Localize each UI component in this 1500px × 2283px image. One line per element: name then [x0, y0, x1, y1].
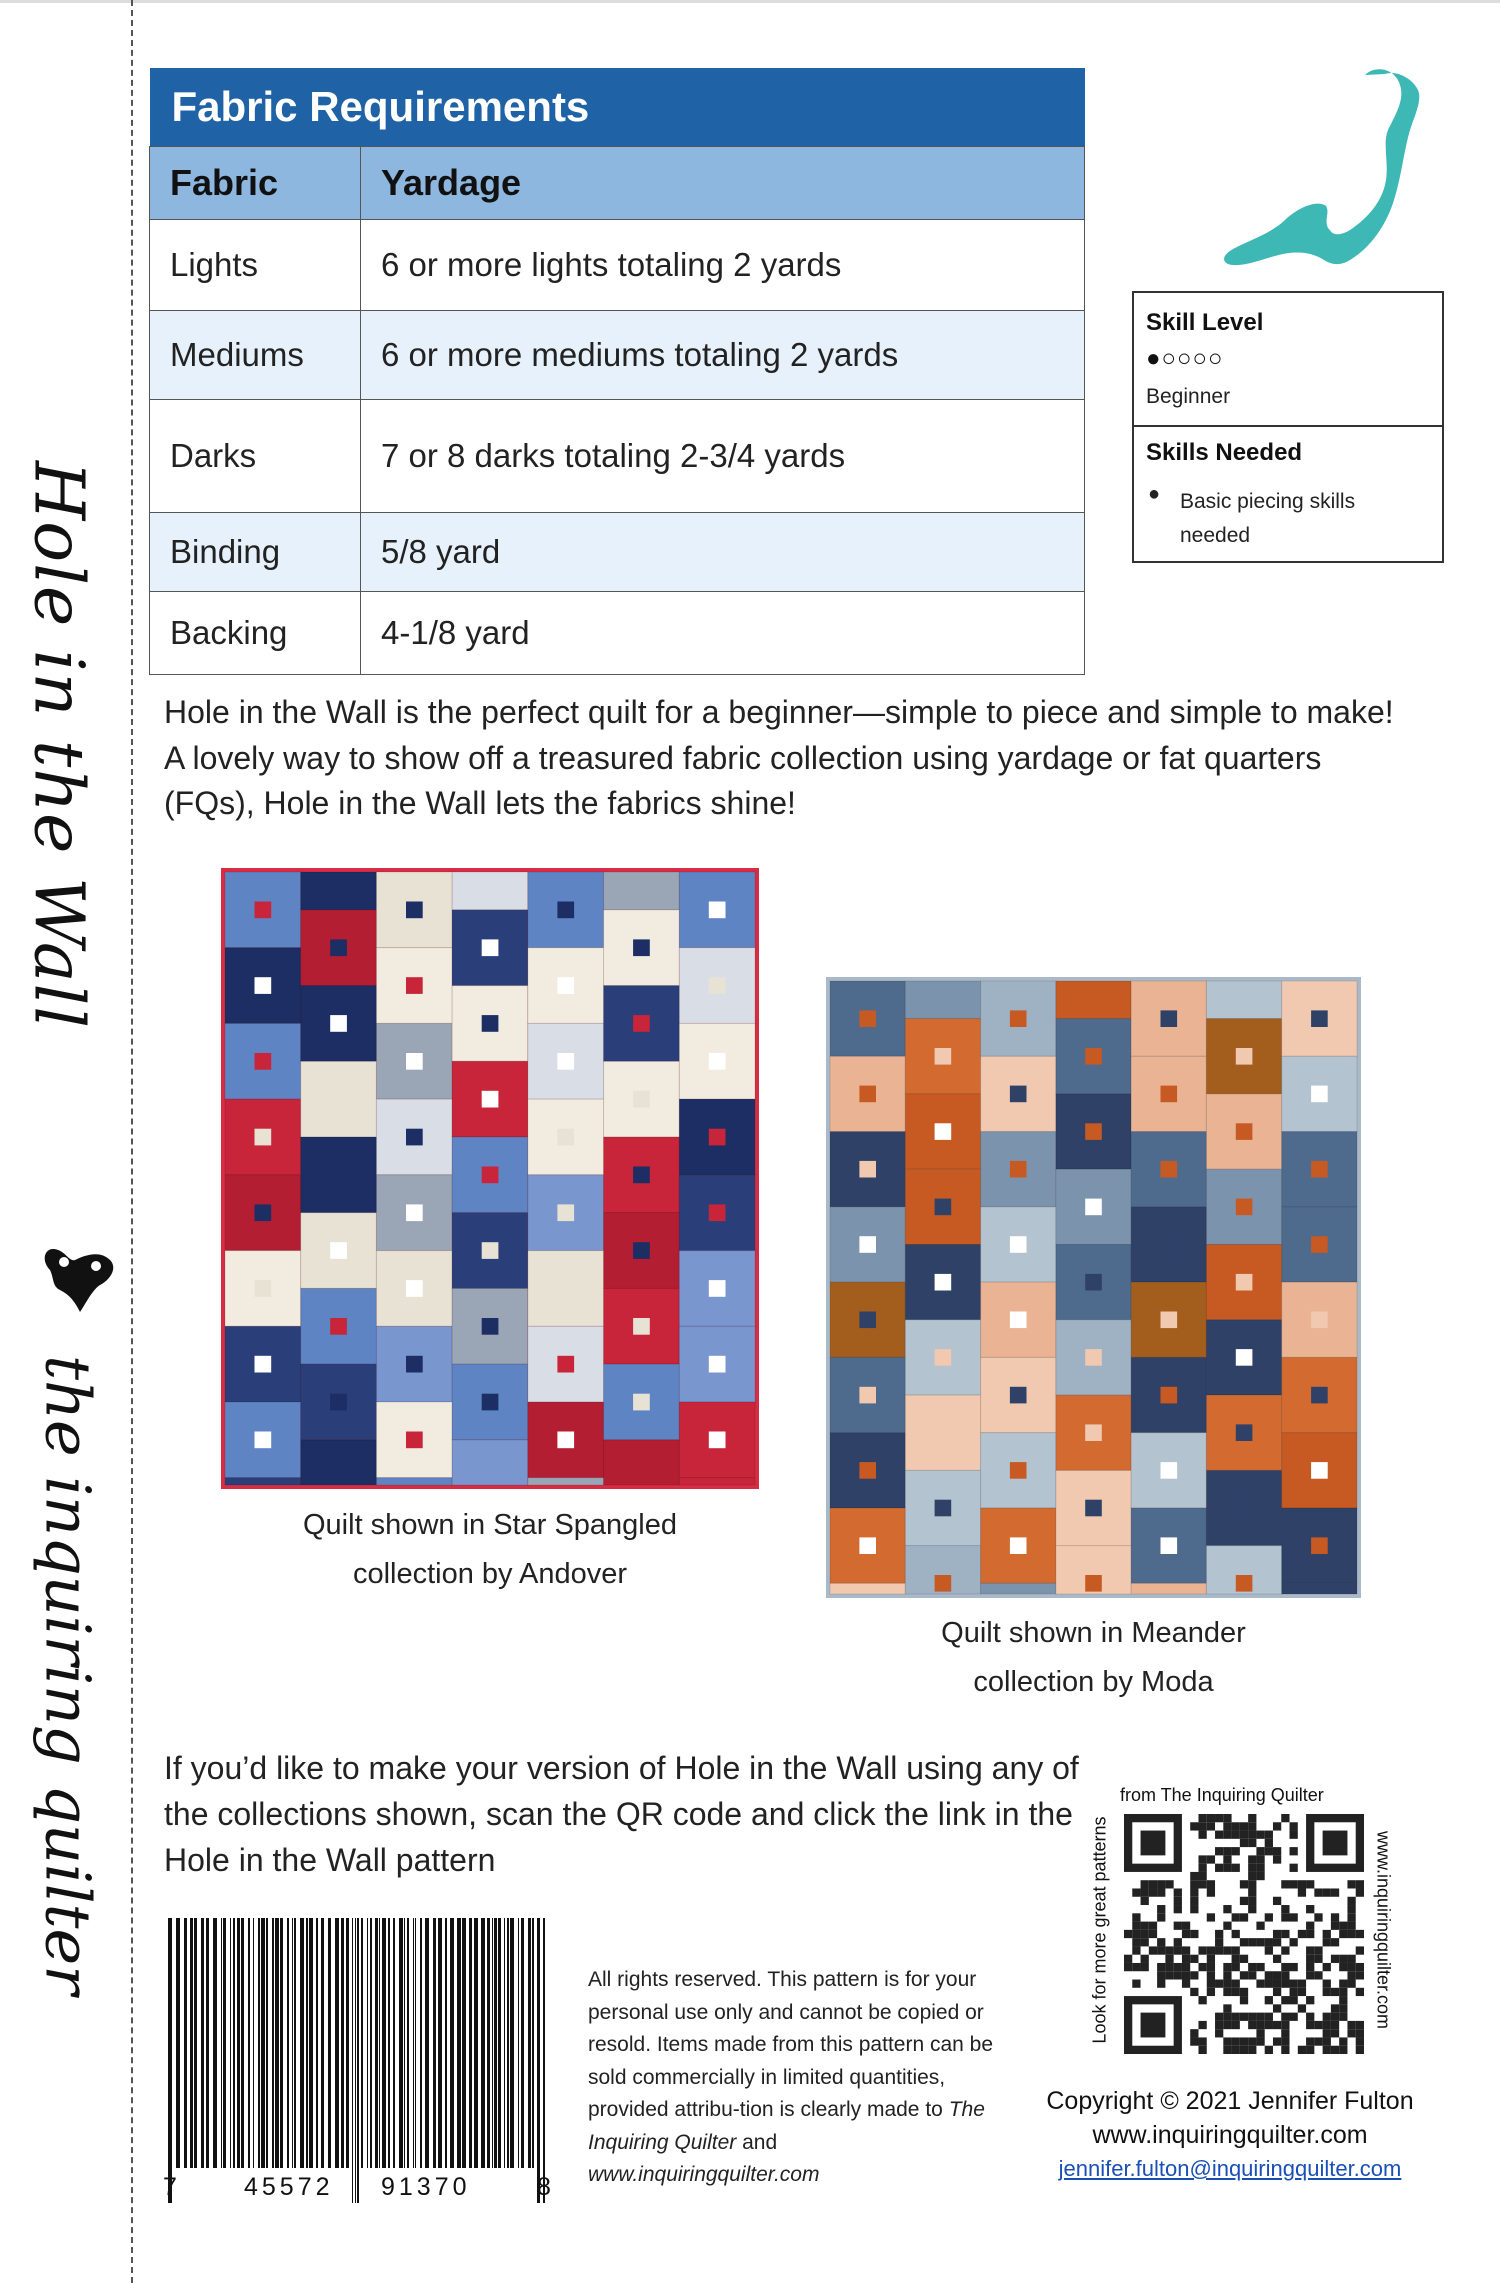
quilt-block-center [482, 1167, 499, 1184]
barcode-bar [294, 1918, 296, 2168]
quilt-block-center [255, 1280, 272, 1297]
bullet-icon: ● [1148, 483, 1161, 505]
quilt-block-center [482, 1318, 499, 1335]
quilt-block-center [1311, 1462, 1328, 1479]
header-fabric: Fabric [150, 147, 361, 220]
barcode-bar [413, 1918, 414, 2168]
barcode-bar [316, 1918, 318, 2168]
spine-brand: the inquiring quilter [31, 1355, 104, 1995]
barcode-bar [462, 1918, 466, 2168]
quilt-block [981, 1583, 1056, 1594]
barcode-bar [438, 1918, 442, 2168]
quilt-block-center [1236, 1349, 1253, 1366]
barcode-bar [357, 1918, 359, 2203]
quilt-block-center [330, 1091, 347, 1108]
table-row [150, 220, 1085, 311]
cat-logo-icon [30, 1240, 130, 1320]
barcode-bar [498, 1918, 501, 2168]
quilt-block-center [1161, 1312, 1178, 1329]
barcode-bar [176, 1918, 180, 2168]
quilt-image-meander [826, 977, 1361, 1598]
barcode-bar [492, 1918, 493, 2168]
quilt-block-center [557, 1053, 574, 1070]
barcode-bar [352, 1918, 353, 2203]
fabric-requirements-table [149, 68, 1085, 675]
barcode-bar [532, 1918, 534, 2168]
quilt2-caption-line1: Quilt shown in Meander [941, 1617, 1246, 1649]
skill-level-value: Beginner [1146, 385, 1231, 408]
quilt-block-center [709, 1432, 726, 1449]
quilt-block-center [1311, 1161, 1328, 1178]
quilt-block-center [482, 1015, 499, 1032]
quilt-block-center [1311, 1236, 1328, 1253]
barcode-bar [300, 1918, 304, 2168]
barcode-bar [393, 1918, 395, 2168]
barcode-bar [469, 1918, 472, 2168]
quilt-block-center [1085, 1274, 1102, 1291]
fabric-cell: Binding [150, 513, 361, 592]
barcode-bar [275, 1918, 279, 2168]
qr-call-to-action: If you’d like to make your version of Hole in the Wall using any of the collections shown, scan the QR code and click the link in the Hole in the Wall pattern [164, 1750, 1079, 1878]
quilt2-caption-line2: collection by Moda [973, 1666, 1214, 1698]
quilt-block-center [1311, 1086, 1328, 1103]
table-row [150, 592, 1085, 675]
quilt1-caption-line1: Quilt shown in Star Spangled [303, 1509, 677, 1541]
barcode-bar [361, 1918, 363, 2168]
quilt-block-center [859, 1086, 876, 1103]
skills-needed-item: Basic piecing skills needed [1180, 490, 1356, 547]
quilt-block-center [633, 1242, 650, 1259]
quilt-block-center [1085, 1199, 1102, 1216]
barcode-bar [382, 1918, 386, 2168]
skill-level-section [1134, 293, 1442, 427]
barcode-bar [272, 1918, 274, 2168]
barcode-bar [253, 1918, 254, 2168]
quilt-block-center [859, 1010, 876, 1027]
quilt-block-center [330, 1394, 347, 1411]
barcode-bar [335, 1918, 339, 2168]
copyright-line: Copyright © 2021 Jennifer Fulton [1046, 2087, 1414, 2115]
rights-text: All rights reserved. This pattern is for your personal use only and cannot be copied or resold. Items made from this pattern can be sold commercially in limited quantities, provided attribu-tion is clearly made to [588, 1968, 994, 2121]
quilt-block-center [935, 1575, 952, 1592]
quilt-block-center [1010, 1387, 1027, 1404]
quilt-block-center [1161, 1161, 1178, 1178]
quilt-block-center [1161, 1537, 1178, 1554]
quilt-block-center [406, 1053, 423, 1070]
quilt-block-center [1236, 1274, 1253, 1291]
barcode-bar [287, 1918, 289, 2168]
barcode-bar [457, 1918, 461, 2168]
quilt-block-center [1161, 1236, 1178, 1253]
quilt-block-center [633, 1394, 650, 1411]
rights-site: www.inquiringquilter.com [588, 2163, 820, 2186]
quilt-block [1056, 981, 1131, 1019]
quilt-block-center [1085, 1048, 1102, 1065]
quilt-block-center [482, 939, 499, 956]
quilt-block-center [330, 1015, 347, 1032]
barcode-bar [306, 1918, 308, 2168]
quilt-block-center [709, 977, 726, 994]
fabric-cell: Backing [150, 592, 361, 675]
barcode-bar [321, 1918, 324, 2168]
quilt-block-center [709, 902, 726, 919]
yardage-cell: 5/8 yard [361, 513, 1085, 592]
quilt-block-center [1010, 1537, 1027, 1554]
quilt-block-center [859, 1312, 876, 1329]
quilt-block-center [557, 1356, 574, 1373]
quilt-block [1131, 1583, 1206, 1594]
quilt-block-center [935, 1424, 952, 1441]
quilt-block-center [1161, 1010, 1178, 1027]
barcode-bar [521, 1918, 524, 2168]
quilt-block-center [935, 1349, 952, 1366]
quilt-block-center [1010, 1236, 1027, 1253]
barcode-bar [450, 1918, 454, 2168]
quilt-block-center [1010, 1010, 1027, 1027]
quilt2-caption [826, 1609, 1361, 1707]
quilt-block-center [330, 1167, 347, 1184]
barcode-bar [355, 1918, 356, 2203]
barcode-bar [221, 1918, 222, 2168]
barcode-bar [280, 1918, 283, 2168]
quilt-block-center [557, 977, 574, 994]
barcode-bar [543, 1918, 545, 2203]
quilt-block [301, 872, 377, 910]
quilt-block-center [935, 1274, 952, 1291]
quilt-block-center [557, 1432, 574, 1449]
quilt-block-center [859, 1537, 876, 1554]
quilt-block [679, 1478, 755, 1485]
quilt-block-center [935, 1500, 952, 1517]
quilt-block-center [557, 1129, 574, 1146]
quilt-block-center [633, 1318, 650, 1335]
barcode-bar [190, 1918, 193, 2168]
quilt-block-center [255, 902, 272, 919]
barcode-bar [213, 1918, 217, 2168]
quilt-block [301, 1440, 377, 1485]
barcode-bar [507, 1918, 509, 2168]
quilt-block-center [330, 1318, 347, 1335]
yardage-cell: 6 or more mediums totaling 2 yards [361, 311, 1085, 400]
quilt-block-center [633, 939, 650, 956]
barcode-bar [223, 1918, 226, 2168]
quilt-block-center [1010, 1462, 1027, 1479]
table-row [150, 311, 1085, 400]
quilt-block-center [330, 1242, 347, 1259]
barcode-bar [201, 1918, 204, 2168]
barcode-bar [388, 1918, 390, 2168]
quilt-block-center [1161, 1462, 1178, 1479]
quilt-block-center [1236, 1123, 1253, 1140]
quilt-block [604, 1440, 680, 1485]
quilt-block [452, 1440, 528, 1485]
quilt-block [830, 1583, 905, 1594]
barcode-bar [481, 1918, 485, 2168]
table-row [150, 400, 1085, 513]
skills-needed-heading: Skills Needed [1146, 439, 1303, 466]
quilt-block-center [1085, 1424, 1102, 1441]
quilt-block-center [633, 1167, 650, 1184]
quilt-block [452, 872, 528, 910]
quilt-block-center [859, 1236, 876, 1253]
rights-and: and [742, 2130, 778, 2154]
barcode-bar [233, 1918, 235, 2168]
quilt-block-center [859, 1462, 876, 1479]
barcode-bar [258, 1918, 260, 2168]
quilt-block-center [482, 1091, 499, 1108]
barcode-digits-3: 91370 [381, 2173, 471, 2201]
barcode-digit-4: 8 [537, 2173, 551, 2201]
barcode-bar [433, 1918, 436, 2168]
quilt-block-center [1236, 1048, 1253, 1065]
quilt-block-center [1236, 1199, 1253, 1216]
quilt-block-center [1085, 1575, 1102, 1592]
quilt-block-center [709, 1053, 726, 1070]
skill-level-heading: Skill Level [1146, 309, 1264, 336]
qr-right-label: www.inquiringquilter.com [1373, 1830, 1394, 2030]
top-rule [0, 0, 1500, 3]
barcode-bar [370, 1918, 372, 2168]
qr-from-label: from The Inquiring Quilter [1120, 1785, 1324, 1805]
barcode-bar [375, 1918, 378, 2168]
fabric-cell: Lights [150, 220, 361, 311]
barcode-bar [309, 1918, 313, 2168]
barcode-bar [328, 1918, 331, 2168]
barcode-bar [184, 1918, 187, 2168]
quilt-block-center [406, 1432, 423, 1449]
barcode-bar [487, 1918, 490, 2168]
email-link[interactable]: jennifer.fulton@inquiringquilter.com [1058, 2156, 1402, 2181]
barcode-bar [415, 1918, 416, 2168]
quilt-block-center [557, 1204, 574, 1221]
copyright-block [1020, 2084, 1440, 2186]
qr-code-icon[interactable] [1124, 1814, 1364, 2054]
table-row [150, 513, 1085, 592]
quilt-block-center [859, 1161, 876, 1178]
quilt-block-center [1236, 1575, 1253, 1592]
quilt-block-center [859, 1387, 876, 1404]
quilt-block-center [255, 1129, 272, 1146]
table-caption: Fabric Requirements [150, 68, 1085, 147]
quilt-block-center [709, 1356, 726, 1373]
quilt-block-center [1085, 1349, 1102, 1366]
quilt-block-center [709, 1129, 726, 1146]
quilt-block-center [255, 1432, 272, 1449]
fabric-cell: Mediums [150, 311, 361, 400]
quilt-block-center [255, 977, 272, 994]
quilt-block-center [1311, 1312, 1328, 1329]
barcode-bar [367, 1918, 368, 2168]
barcode-bar [399, 1918, 403, 2168]
quilt-block-center [557, 1280, 574, 1297]
teal-cat-logo-icon [1200, 60, 1440, 285]
quilt-block-center [633, 1091, 650, 1108]
barcode-bar [248, 1918, 250, 2168]
quilt-block [604, 872, 680, 910]
barcode-bar [537, 1918, 540, 2203]
yardage-cell: 6 or more lights totaling 2 yards [361, 220, 1085, 311]
quilt-block-center [255, 1356, 272, 1373]
quilt-block-center [557, 902, 574, 919]
barcode-bar [292, 1918, 293, 2168]
yardage-cell: 7 or 8 darks totaling 2-3/4 yards [361, 400, 1085, 513]
barcode-bar [407, 1918, 409, 2168]
rights-notice [588, 1964, 1008, 2192]
fold-guide-line [131, 0, 133, 2283]
barcode-bar [261, 1918, 265, 2168]
barcode-bar [518, 1918, 519, 2168]
barcode-bar [474, 1918, 478, 2168]
quilt-block-center [1085, 1500, 1102, 1517]
barcode-bar [346, 1918, 349, 2168]
quilt-block-center [935, 1048, 952, 1065]
barcode-bar [445, 1918, 447, 2168]
barcode-bar [266, 1918, 268, 2168]
quilt-block-center [1311, 1387, 1328, 1404]
quilt-block-center [1236, 1424, 1253, 1441]
intro-paragraph: Hole in the Wall is the perfect quilt for a beginner—simple to piece and simple to make! A lovely way to show off a treasured fabric collection using yardage or fat quarters (FQs), Hole in the Wall lets the fabrics shine! [164, 694, 1394, 821]
quilt-block-center [406, 1204, 423, 1221]
barcode-bar [425, 1918, 429, 2168]
quilt-block-center [709, 1280, 726, 1297]
quilt-block-center [935, 1199, 952, 1216]
quilt-block-center [1236, 1500, 1253, 1517]
quilt-block-center [406, 1356, 423, 1373]
quilt-block-center [330, 939, 347, 956]
barcode-bar [241, 1918, 244, 2168]
quilt-block-center [1010, 1161, 1027, 1178]
barcode-bar [528, 1918, 531, 2168]
barcode-bar [237, 1918, 240, 2168]
quilt-block-center [1311, 1010, 1328, 1027]
quilt-block-center [255, 1053, 272, 1070]
quilt-block [225, 1478, 301, 1485]
header-yardage: Yardage [361, 147, 1085, 220]
quilt-block-center [1161, 1086, 1178, 1103]
quilt-image-star-spangled [221, 868, 759, 1489]
barcode-digit-1: 7 [163, 2173, 177, 2201]
quilt-block-center [1311, 1537, 1328, 1554]
barcode-bar [420, 1918, 422, 2168]
quilt-block-center [709, 1204, 726, 1221]
quilt-block [1282, 1583, 1357, 1594]
quilt-block-center [1010, 1312, 1027, 1329]
spine-title: Hole in the Wall [18, 460, 97, 1030]
barcode-bar [404, 1918, 405, 2168]
barcode-image [160, 1918, 555, 2208]
barcode-digits-2: 45572 [244, 2173, 334, 2201]
qr-left-label: Look for more great patterns [1089, 1816, 1110, 2044]
barcode-bar [494, 1918, 497, 2168]
quilt1-caption [221, 1501, 759, 1599]
quilt1-caption-line2: collection by Andover [352, 1558, 628, 1590]
barcode-bar [194, 1918, 197, 2168]
barcode-bar [504, 1918, 505, 2168]
quilt-block-center [406, 1129, 423, 1146]
barcode-bar [341, 1918, 344, 2168]
quilt-block [528, 1478, 604, 1485]
quilt-block-center [406, 1280, 423, 1297]
quilt-block-center [1010, 1086, 1027, 1103]
rights-brand: The Inquiring Quilter [588, 2098, 985, 2154]
quilt-block-center [1161, 1387, 1178, 1404]
quilt-block-center [935, 1123, 952, 1140]
skill-level-rating: ●○○○○ [1146, 345, 1224, 372]
quilt-block-center [406, 902, 423, 919]
yardage-cell: 4-1/8 yard [361, 592, 1085, 675]
barcode-bar [168, 1918, 172, 2203]
quilt-block-center [1085, 1123, 1102, 1140]
fabric-cell: Darks [150, 400, 361, 513]
quilt-block [376, 1478, 452, 1485]
quilt-block-center [482, 1394, 499, 1411]
barcode-bar [510, 1918, 514, 2168]
quilt-block-center [406, 977, 423, 994]
website-line: www.inquiringquilter.com [1092, 2121, 1368, 2149]
quilt-block-center [633, 1015, 650, 1032]
quilt-block [905, 981, 980, 1019]
barcode-bar [379, 1918, 380, 2168]
quilt-block-center [482, 1242, 499, 1259]
skill-level-box [1132, 291, 1444, 563]
quilt-block-center [255, 1204, 272, 1221]
barcode-bar [206, 1918, 209, 2168]
quilt-block [1206, 981, 1281, 1019]
barcode-bar [230, 1918, 231, 2168]
